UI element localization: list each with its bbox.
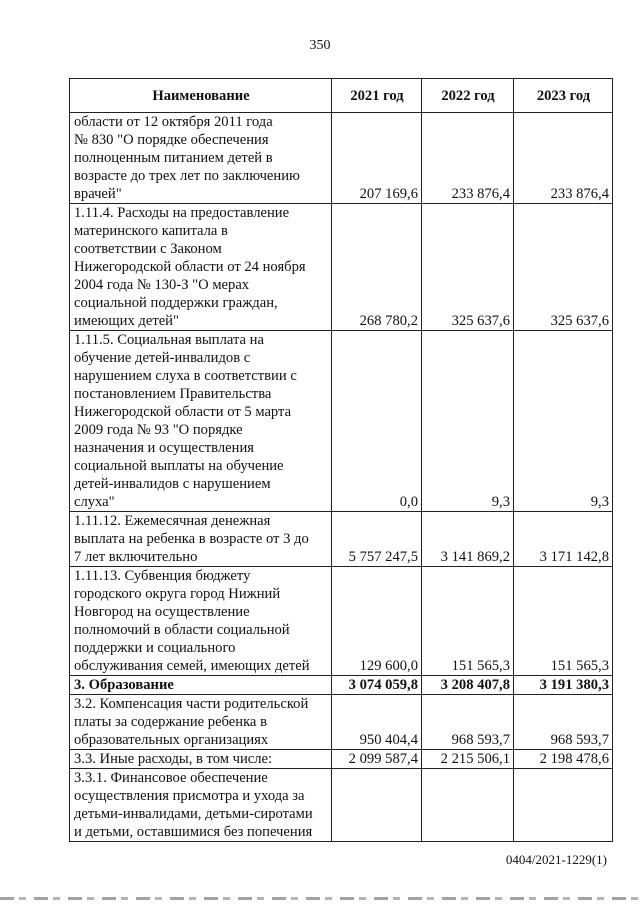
table-row	[70, 204, 613, 331]
row-value-2021: 207 169,6	[332, 113, 422, 204]
row-value-2022: 3 141 869,2	[422, 512, 514, 567]
row-value-2023: 151 565,3	[514, 567, 613, 676]
row-name: области от 12 октября 2011 года № 830 "О порядке обеспечения полноценным питанием детей в возрасте до трех лет по заключению врачей"	[70, 113, 332, 204]
header-2023: 2023 год	[514, 79, 613, 113]
row-value-2021: 3 074 059,8	[332, 676, 422, 695]
row-name: 3.3. Иные расходы, в том числе:	[70, 750, 332, 769]
row-value-2022: 9,3	[422, 331, 514, 512]
row-name: 3.2. Компенсация части родительской платы за содержание ребенка в образовательных организациях	[70, 695, 332, 750]
row-value-2021: 5 757 247,5	[332, 512, 422, 567]
row-value-2023: 233 876,4	[514, 113, 613, 204]
row-value-2021: 268 780,2	[332, 204, 422, 331]
row-value-2023	[514, 769, 613, 842]
header-2022: 2022 год	[422, 79, 514, 113]
row-value-2023: 3 171 142,8	[514, 512, 613, 567]
row-value-2021	[332, 769, 422, 842]
row-value-2023: 325 637,6	[514, 204, 613, 331]
row-name: 1.11.5. Социальная выплата на обучение детей-инвалидов с нарушением слуха в соответствии с постановлением Правительства Нижегородской области от 5 марта 2009 года № 93 "О порядке назначения и осуществления социальной выплаты на обучение детей-инвалидов с нарушением слуха"	[70, 331, 332, 512]
row-value-2022	[422, 769, 514, 842]
table-row	[70, 750, 613, 769]
row-value-2021: 2 099 587,4	[332, 750, 422, 769]
table-row	[70, 512, 613, 567]
row-value-2022: 151 565,3	[422, 567, 514, 676]
row-value-2022: 3 208 407,8	[422, 676, 514, 695]
page-number: 350	[309, 38, 331, 53]
scan-edge-artifact	[0, 897, 640, 900]
row-name: 1.11.12. Ежемесячная денежная выплата на ребенка в возрасте от 3 до 7 лет включительно	[70, 512, 332, 567]
table-row	[70, 331, 613, 512]
row-name: 1.11.4. Расходы на предоставление материнского капитала в соответствии с Законом Нижегородской области от 24 ноября 2004 года № 130-З "О мерах социальной поддержки граждан, имеющих детей"	[70, 204, 332, 331]
row-name: 3.3.1. Финансовое обеспечение осуществления присмотра и ухода за детьми-инвалидами, детьми-сиротами и детьми, оставшимися без попечения	[70, 769, 332, 842]
row-name: 3. Образование	[70, 676, 332, 695]
table-row	[70, 769, 613, 842]
row-value-2021: 129 600,0	[332, 567, 422, 676]
row-value-2023: 9,3	[514, 331, 613, 512]
header-2021: 2021 год	[332, 79, 422, 113]
row-value-2022: 968 593,7	[422, 695, 514, 750]
budget-table	[69, 78, 613, 842]
header-name: Наименование	[70, 79, 332, 113]
row-name: 1.11.13. Субвенция бюджету городского округа город Нижний Новгород на осуществление полномочий в области социальной поддержки и социального обслуживания семей, имеющих детей	[70, 567, 332, 676]
table-row	[70, 567, 613, 676]
table-row-section-total	[70, 676, 613, 695]
row-value-2023: 2 198 478,6	[514, 750, 613, 769]
document-code: 0404/2021-1229(1)	[505, 852, 607, 867]
table-header-row	[70, 79, 613, 113]
row-value-2022: 233 876,4	[422, 113, 514, 204]
row-value-2023: 968 593,7	[514, 695, 613, 750]
table-row	[70, 113, 613, 204]
row-value-2022: 2 215 506,1	[422, 750, 514, 769]
row-value-2021: 0,0	[332, 331, 422, 512]
row-value-2021: 950 404,4	[332, 695, 422, 750]
row-value-2023: 3 191 380,3	[514, 676, 613, 695]
row-value-2022: 325 637,6	[422, 204, 514, 331]
table-row	[70, 695, 613, 750]
